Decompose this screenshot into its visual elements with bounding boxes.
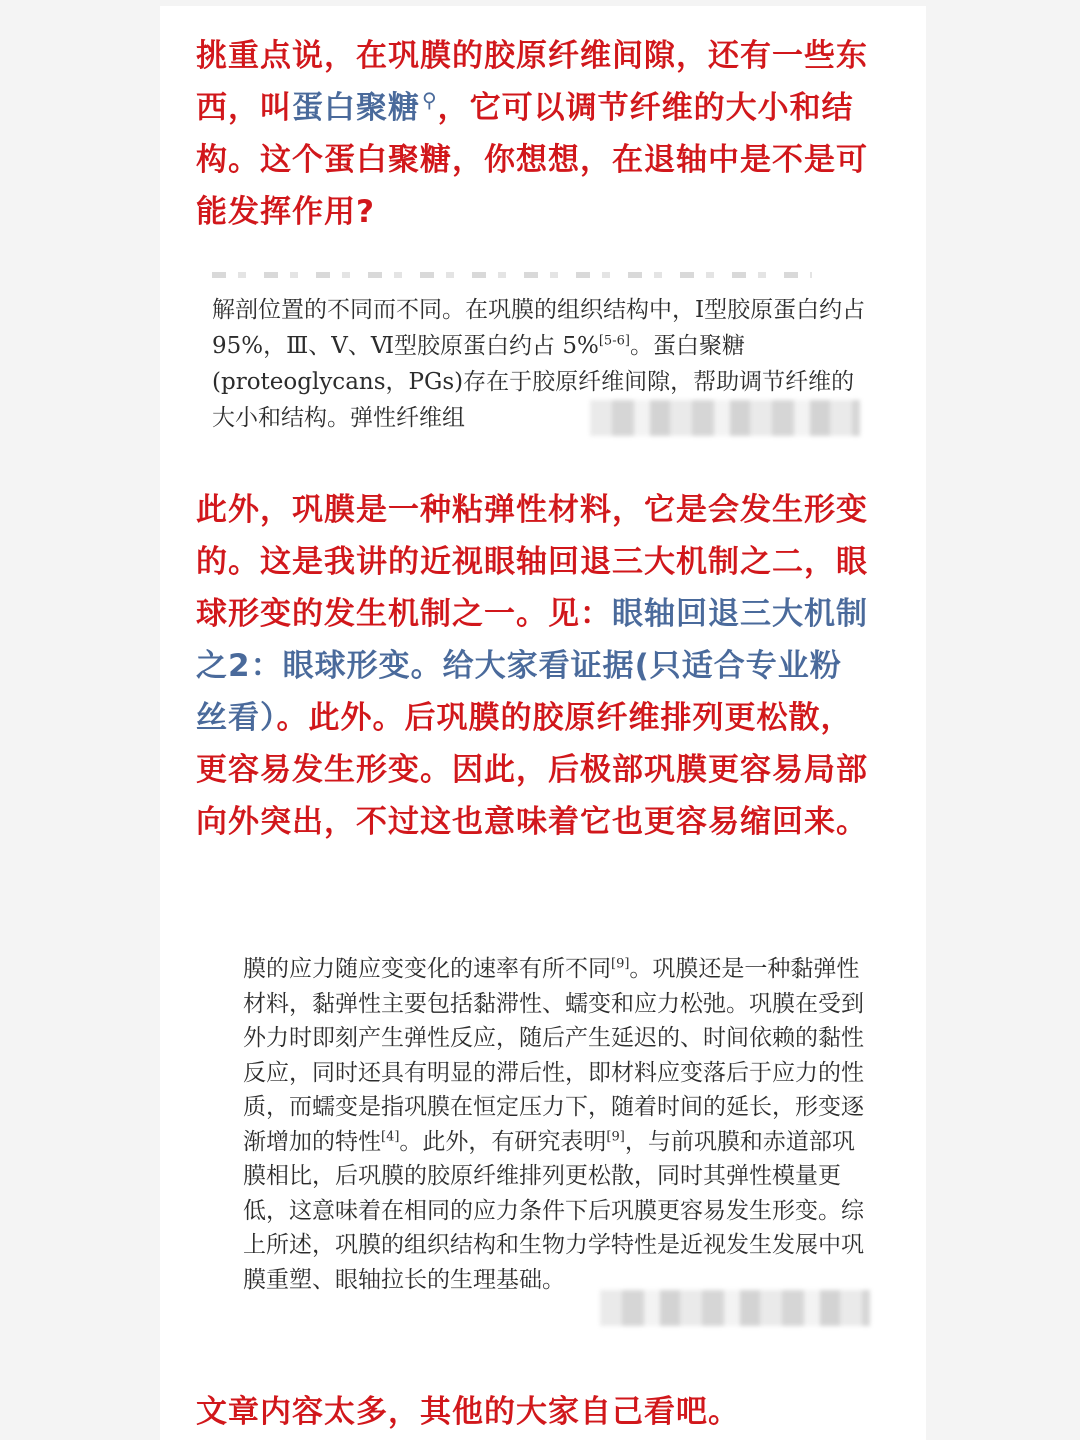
excerpt-2-citation-3: [9]	[606, 1128, 625, 1144]
excerpt-2-part-3: 。此外，有研究表明	[399, 1128, 607, 1155]
protein-polysaccharide-search-link[interactable]	[292, 87, 438, 126]
excerpt-2-part-4: ，与前巩膜和赤道部巩膜相比，后巩膜的胶原纤维排列更松散，同时其弹性模量更低，这意味着在相同的应力条件下后巩膜更容易发生形变。综上所述，巩膜的组织结构和生物力学特性是近视发生发展中巩膜重塑、眼轴拉长的生理基础。	[243, 1128, 864, 1293]
search-link-label: 蛋白聚糖	[292, 90, 420, 126]
excerpt-1-citation: [5-6]	[598, 333, 630, 349]
paper-excerpt-2	[243, 952, 873, 1297]
excerpt-2-part-2: 。巩膜还是一种黏弹性材料，黏弹性主要包括黏滞性、蠕变和应力松弛。巩膜在受到外力时即刻产生弹性反应，随后产生延迟的、时间依赖的黏性反应，同时还具有明显的滞后性，即材料应变落后于应力的性质，而蠕变是指巩膜在恒定压力下，随着时间的延长，形变逐渐增加的特性	[243, 956, 864, 1155]
mosaic-blur-2	[600, 1290, 870, 1326]
middle-text-after: 。此外。后巩膜的胶原纤维排列更松散，更容易发生形变。因此，后极部巩膜更容易局部向外突出，不过这也意味着它也更容易缩回来。	[196, 700, 868, 840]
intro-text-before: 挑重点说，在巩膜的胶原纤维间隙，还有一些东西，叫	[196, 38, 868, 126]
intro-text-after: ，它可以调节纤维的大小和结构。这个蛋白聚糖，你想想，在退轴中是不是可能发挥作用?	[196, 90, 868, 230]
closing-paragraph: 文章内容太多，其他的大家自己看吧。	[196, 1394, 740, 1430]
excerpt-2-part-1: 膜的应力随应变变化的速率有所不同	[243, 956, 611, 982]
excerpt-2-citation-2: [4]	[381, 1128, 400, 1144]
intro-paragraph	[196, 30, 872, 238]
cropped-text-edge	[212, 272, 812, 278]
excerpt-1-part-2: 。蛋白聚糖(proteoglycans，PGs)存在于胶原纤维间隙，帮助调节纤维的大小和结构。弹性纤维组	[212, 333, 855, 431]
search-icon: ⚲	[422, 87, 438, 112]
middle-text-before: 此外，巩膜是一种粘弹性材料，它是会发生形变的。这是我讲的近视眼轴回退三大机制之二，眼球形变的发生机制之一。见：	[196, 492, 868, 632]
mosaic-blur-1	[590, 400, 860, 436]
excerpt-2-citation-1: [9]	[611, 956, 630, 972]
middle-paragraph	[196, 484, 872, 848]
related-article-link[interactable]: 眼轴回退三大机制之2：眼球形变。给大家看证据(只适合专业粉丝看）	[196, 596, 868, 736]
excerpt-1-part-1: 解剖位置的不同而不同。在巩膜的组织结构中，Ⅰ型胶原蛋白约占 95%，Ⅲ、Ⅴ、Ⅵ型胶原蛋白约占 5%	[212, 297, 866, 359]
